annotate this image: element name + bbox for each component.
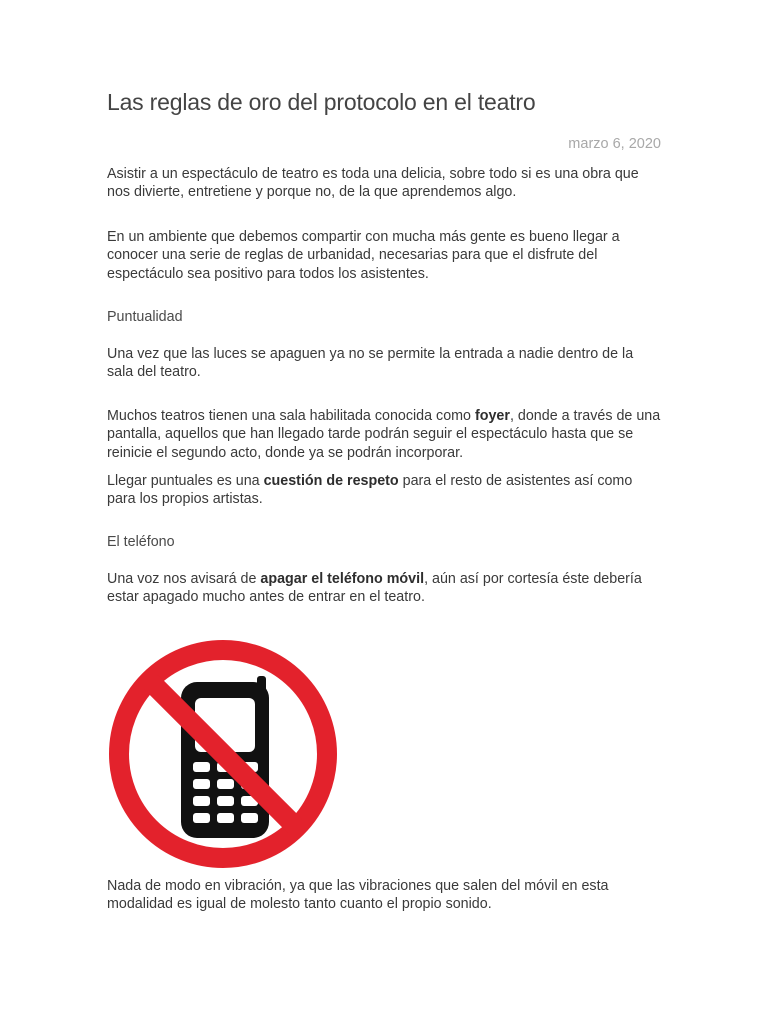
paragraph-intro: Asistir a un espectáculo de teatro es toda una delicia, sobre todo si es una obra que nos divierte, entretiene y porque no, de la que aprendemos algo. (107, 166, 639, 201)
paragraph-text: , aún así por cortesía éste debería estar apagado mucho antes de entrar en el teatro. (107, 571, 642, 606)
paragraph-apagar-movil (107, 570, 663, 607)
paragraph-foyer (107, 407, 663, 462)
article-date: marzo 6, 2020 (568, 136, 661, 152)
bold-text-foyer: foyer (474, 408, 510, 424)
paragraph-urbanidad: En un ambiente que debemos compartir con mucha más gente es bueno llegar a conocer una serie de reglas de urbanidad, necesarias para que el disfrute del espectáculo sea positivo para todos los asistentes. (107, 229, 620, 282)
bold-text-apagar: apagar el teléfono móvil (260, 571, 425, 587)
paragraph-text: Una voz nos avisará de (107, 571, 261, 587)
section-heading-telefono: El teléfono (107, 534, 175, 550)
paragraph-text: Muchos teatros tienen una sala habilitada conocida como (107, 408, 475, 424)
no-phone-sign-icon (107, 638, 339, 870)
section-heading-puntualidad: Puntualidad (107, 309, 183, 325)
bold-text-respeto: cuestión de respeto (263, 473, 399, 489)
paragraph-text: para el resto de asistentes así como para los propios artistas. (107, 473, 633, 508)
article-title: Las reglas de oro del protocolo en el teatro (107, 89, 536, 115)
paragraph-vibracion: Nada de modo en vibración, ya que las vibraciones que salen del móvil en esta modalidad es igual de molesto tanto cuanto el propio sonido. (107, 878, 609, 913)
paragraph-text: Llegar puntuales es una (107, 473, 264, 489)
paragraph-respeto (107, 472, 663, 509)
paragraph-text: , donde a través de una pantalla, aquellos que han llegado tarde podrán seguir el espectáculo hasta que se reinicie el segundo acto, donde ya se podrán incorporar. (107, 408, 661, 461)
paragraph-luces: Una vez que las luces se apaguen ya no se permite la entrada a nadie dentro de la sala del teatro. (107, 346, 634, 381)
